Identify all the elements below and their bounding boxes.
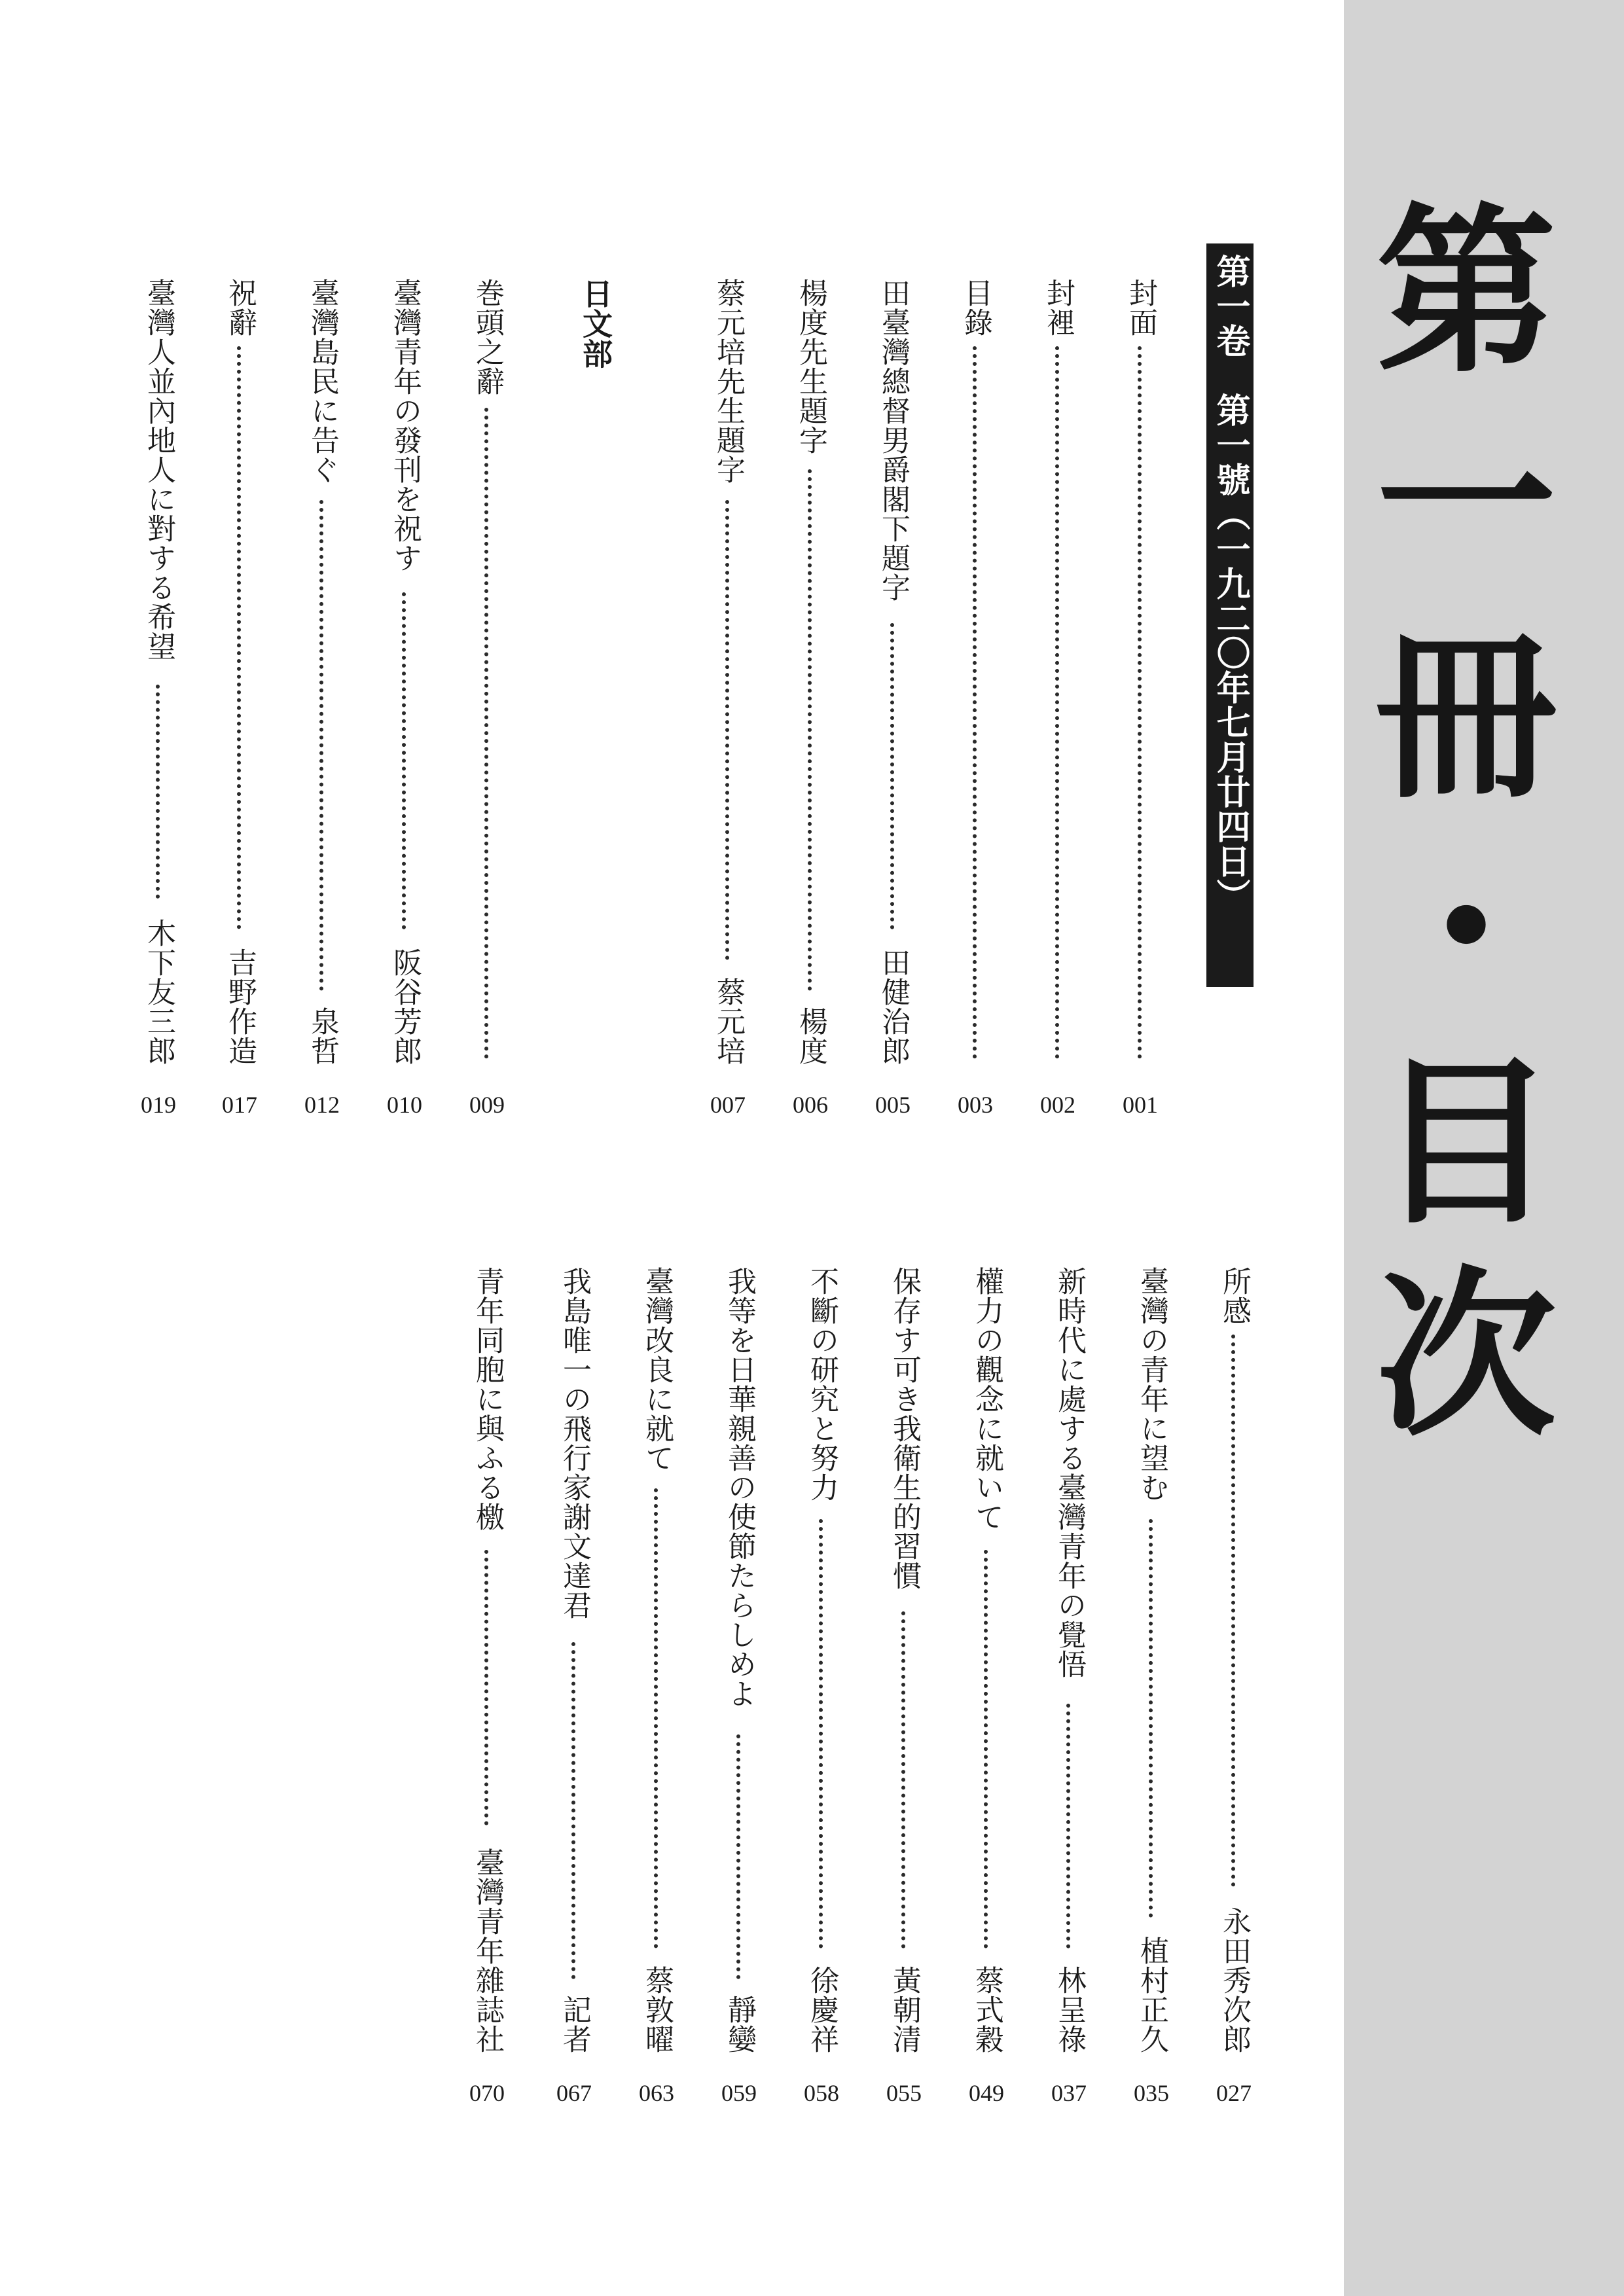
dot-leader (484, 408, 488, 1059)
bottom_block-entry (1216, 1266, 1252, 2113)
entry-page-number: 049 (969, 2080, 1004, 2106)
entry-author: 蔡元培 (712, 977, 745, 1066)
dot-leader (484, 1550, 488, 1825)
entry-title: 祝辭 (223, 278, 257, 337)
dot-leader (1055, 346, 1059, 1059)
entry-author: 記者 (558, 1995, 591, 2054)
dot-leader (156, 685, 160, 899)
entry-title: 我等を日華親善の使節たらしめよ (723, 1266, 756, 1708)
entry-title: 保存す可き我衛生的習慣 (888, 1266, 921, 1590)
top_block-entry (386, 278, 423, 1124)
entry-author: 蔡敦曜 (640, 1965, 674, 2054)
entry-title: 巻頭之辭 (471, 278, 504, 396)
page-title: 第一冊・目次 (1346, 196, 1557, 1473)
top_block-entry (957, 278, 994, 1124)
entry-page-number: 003 (958, 1092, 993, 1118)
entry-title: 封裡 (1041, 278, 1075, 337)
entry-title: 不斷の研究と努力 (805, 1266, 839, 1502)
entry-title: 所感 (1218, 1266, 1251, 1325)
entry-page-number: 063 (639, 2080, 674, 2106)
entry-title: 新時代に處する臺灣青年の覺悟 (1053, 1266, 1086, 1679)
dot-leader (402, 592, 406, 929)
entry-author: 永田秀次郎 (1218, 1907, 1251, 2054)
dot-leader (571, 1642, 575, 1979)
top_block-entry (221, 278, 258, 1124)
entry-title: 青年同胞に與ふる檄 (471, 1266, 504, 1532)
dot-leader (654, 1488, 658, 1948)
dot-leader (808, 469, 812, 991)
entry-title: 封面 (1124, 278, 1157, 337)
top_block-entry (710, 278, 746, 1124)
bottom_block-entry (556, 1266, 592, 2113)
entry-title: 臺灣の青年に望む (1135, 1266, 1168, 1502)
bottom_block-entry (638, 1266, 675, 2113)
entry-page-number: 058 (804, 2080, 839, 2106)
entry-title: 臺灣島民に告ぐ (306, 278, 339, 484)
entry-author: 黃朝清 (888, 1965, 921, 2054)
entry-page-number: 059 (721, 2080, 757, 2106)
volume-header: 第一卷 第一號（一九二〇年七月廿四日） (1206, 243, 1254, 987)
entry-page-number: 035 (1134, 2080, 1169, 2106)
dot-leader (890, 623, 894, 929)
entry-page-number: 010 (387, 1092, 422, 1118)
entry-author: 靜孌 (723, 1995, 756, 2054)
entry-title: 我島唯一の飛行家謝文達君 (558, 1266, 591, 1620)
entry-title: 臺灣改良に就て (640, 1266, 674, 1473)
bottom_block-entry (469, 1266, 505, 2113)
dot-leader (1149, 1519, 1153, 1918)
entry-page-number: 055 (886, 2080, 922, 2106)
dot-leader (1231, 1335, 1235, 1887)
section-label: 日文部 (578, 278, 613, 368)
entry-page-number: 027 (1216, 2080, 1252, 2106)
dot-leader (736, 1734, 740, 1979)
bottom_block-entry (721, 1266, 757, 2113)
entry-author: 蔡式穀 (970, 1965, 1003, 2054)
entry-author: 泉哲 (306, 1007, 339, 1066)
entry-page-number: 007 (710, 1092, 746, 1118)
dot-leader (819, 1519, 823, 1948)
entry-title: 臺灣人並內地人に對する希望 (142, 278, 175, 661)
top_block-entry (1039, 278, 1076, 1124)
top_block-entry (875, 278, 911, 1124)
entry-author: 楊度 (794, 1007, 827, 1066)
top_block-entry (792, 278, 829, 1124)
entry-page-number: 012 (304, 1092, 340, 1118)
entry-title: 楊度先生題字 (794, 278, 827, 455)
entry-page-number: 005 (875, 1092, 911, 1118)
entry-page-number: 002 (1040, 1092, 1075, 1118)
entry-page-number: 006 (793, 1092, 828, 1118)
entry-title: 臺灣青年の發刊を祝す (388, 278, 422, 573)
entry-page-number: 070 (469, 2080, 505, 2106)
bottom_block-entry (886, 1266, 922, 2113)
entry-page-number: 067 (556, 2080, 592, 2106)
entry-title: 權力の觀念に就いて (970, 1266, 1003, 1532)
dot-leader (1138, 346, 1142, 1059)
dot-leader (984, 1550, 988, 1948)
bottom_block-entry (1133, 1266, 1170, 2113)
bottom_block-entry (803, 1266, 840, 2113)
dot-leader (319, 500, 323, 991)
entry-author: 林呈祿 (1053, 1965, 1086, 2054)
entry-page-number: 037 (1051, 2080, 1087, 2106)
entry-page-number: 009 (469, 1092, 505, 1118)
bottom_block-entry (968, 1266, 1005, 2113)
top_block-entry (1122, 278, 1159, 1124)
entry-author: 吉野作造 (223, 948, 257, 1066)
entry-author: 臺灣青年雜誌社 (471, 1848, 504, 2054)
dot-leader (973, 346, 977, 1059)
dot-leader (725, 500, 729, 960)
dot-leader (237, 346, 241, 929)
entry-author: 徐慶祥 (805, 1965, 839, 2054)
dot-leader (1066, 1704, 1070, 1948)
entry-title: 目錄 (959, 278, 992, 337)
top_block-entry (140, 278, 177, 1124)
entry-title: 蔡元培先生題字 (712, 278, 745, 484)
top_block-entry (304, 278, 340, 1124)
entry-author: 阪谷芳郎 (388, 948, 422, 1066)
bottom_block-entry (1051, 1266, 1087, 2113)
entry-author: 木下友三郎 (142, 918, 175, 1066)
entry-author: 植村正久 (1135, 1936, 1168, 2054)
top_block-entry (469, 278, 505, 1124)
entry-page-number: 001 (1123, 1092, 1158, 1118)
entry-page-number: 019 (141, 1092, 176, 1118)
entry-author: 田健治郎 (876, 948, 910, 1066)
entry-title: 田臺灣總督男爵閣下題字 (876, 278, 910, 602)
dot-leader (901, 1611, 905, 1948)
entry-page-number: 017 (222, 1092, 257, 1118)
